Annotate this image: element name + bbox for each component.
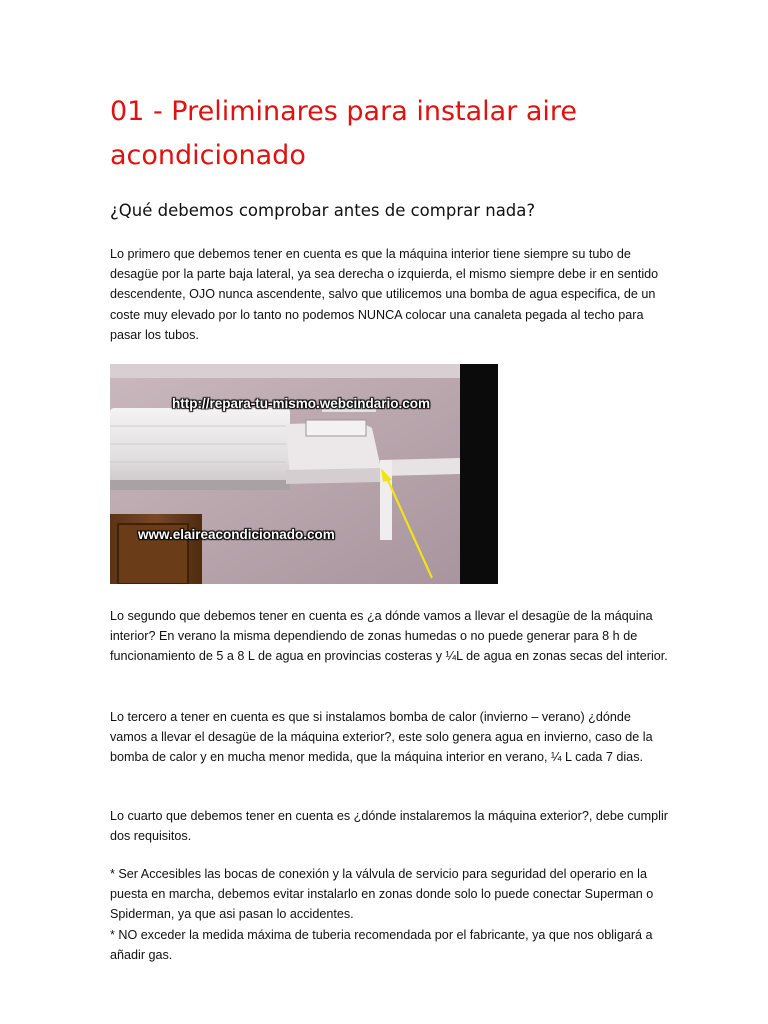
paragraph-3: Lo tercero a tener en cuenta es que si instalamos bomba de calor (invierno – verano) ¿dónde vamos a llevar el desagüe de la máquina exterior?, este solo genera agua en invierno, caso de la bomba de calor y en mucha menor medida, que la máquina interior en verano, ¼ L cada 7 dias. (110, 710, 653, 765)
ceiling-band (110, 364, 498, 378)
section-subtitle: ¿Qué debemos comprobar antes de comprar nada? (110, 201, 536, 220)
page-title: 01 - Preliminares para instalar aire acondicionado (110, 96, 578, 171)
dark-doorway (460, 364, 498, 584)
ac-indoor-unit (110, 408, 290, 490)
watermark-bottom: www.elaireacondicionado.com (138, 527, 335, 542)
ac-vent (110, 480, 290, 490)
paragraph-5: * Ser Accesibles las bocas de conexión y la válvula de servicio para seguridad del operario en la puesta en marcha, debemos evitar instalarlo en zonas donde solo lo puede conectar Superman o Spiderman, ya que asi pasan lo accidentes. (110, 867, 654, 922)
paragraph-1: Lo primero que debemos tener en cuenta es que la máquina interior tiene siempre su tubo de desagüe por la parte baja lateral, ya sea derecha o izquierda, el mismo siempre debe ir en sentido descendente, OJO nunca ascendente, salvo que utilicemos una bomba de agua especifica, de un coste muy elevado por lo tanto no podemos NUNCA colocar una canaleta pegada al techo para pasar los tubos. (110, 247, 659, 342)
paragraph-4: Lo cuarto que debemos tener en cuenta es ¿dónde instalaremos la máquina exterior?, debe cumplir dos requisitos. (110, 809, 668, 844)
air-conditioner-photo (110, 364, 498, 584)
paragraph-6: * NO exceder la medida máxima de tuberia recomendada por el fabricante, ya que nos obligará a añadir gas. (110, 928, 653, 963)
paragraph-2: Lo segundo que debemos tener en cuenta es ¿a dónde vamos a llevar el desagüe de la máquina interior? En verano la misma dependiendo de zonas humedas o no puede generar para 8 h de funcionamiento de 5 a 8 L de agua en provincias costeras y ¼L de agua en zonas secas del interior. (110, 609, 668, 664)
watermark-top: http://repara-tu-mismo.webcindario.com (172, 396, 431, 411)
wall-bracket (306, 420, 366, 436)
